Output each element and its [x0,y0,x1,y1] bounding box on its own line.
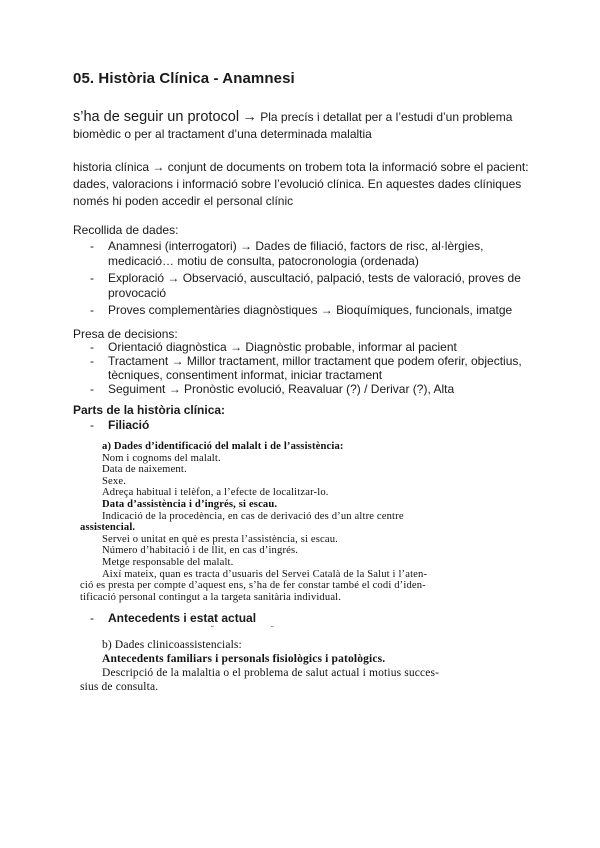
parts-heading: Parts de la història clínica: [73,403,226,417]
dash-bullet: - [90,354,94,368]
scan-line: Sexe. [102,475,126,487]
scan-line: Data d’assistència i d’ingrés, si escau. [102,498,278,510]
scan-line: b) Dades clinicoassistencials: [102,639,242,651]
scan-artifact-mark: ˘ [210,626,215,636]
list-item-text: Tractament → Millor tractament, millor tractament que podem oferir, objectius, tècniques, consentiment informat, iniciar tractament [108,354,522,382]
scan-line: sius de consulta. [80,681,159,693]
scan-line: Data de naixement. [102,464,187,476]
scan-line: a) Dades d’identificació del malalt i de l’assistència: [102,441,344,452]
protocol-paragraph [73,109,533,143]
list-item-text: Orientació diagnòstica → Diagnòstic probable, informar al pacient [108,340,457,354]
dash-bullet: - [90,340,94,354]
filiacio-heading [73,418,149,432]
scan-line: tificació personal contingut a la targeta sanitària individual. [80,591,342,603]
list-item-text: Seguiment → Pronòstic evolució, Reavaluar (?) / Derivar (?), Alta [108,381,455,396]
list-item [73,341,543,355]
scan-line: Així mateix, quan es tracta d’usuaris del Servei Català de la Salut i l’aten- [102,568,428,580]
scan-line: Metge responsable del malalt. [102,556,234,568]
protocol-definition: Pla precís i detallat per a l’estudi d’un problema biomèdic o per al tractament d’una determinada malaltia [73,110,513,141]
dash-bullet: - [90,239,94,253]
presa-list [73,341,543,399]
antecedents-heading [73,611,256,625]
scan-line: assistencial. [80,522,136,534]
filiacio-label: Filiació [108,418,150,432]
list-item [73,271,543,300]
dash-bullet: - [90,303,94,317]
protocol-lead: s’ha de seguir un protocol [73,109,240,125]
scan-line: Adreça habitual i telèfon, a l’efecte de localitzar-lo. [102,487,329,499]
list-item [73,355,543,382]
list-item-text: Exploració → Observació, auscultació, palpació, tests de valoració, proves de provocació [108,271,521,300]
scanned-extract-clinicoassistencials [80,638,439,694]
scan-line: ció es presta per compte d’aquest ens, s’ha de fer constar també el codi d’iden- [80,580,426,592]
scan-artifact-mark: ˘ [270,626,275,636]
arrow-glyph: → [242,109,257,125]
scan-line: Descripció de la malaltia o el problema de salut actual i motius succes- [102,667,440,679]
scan-line: Servei o unitat en què es presta l’assistència, si escau. [102,533,338,545]
list-item-text: Proves complementàries diagnòstiques → Bioquímiques, funcionals, imatge [108,303,513,317]
scan-line: Antecedents familiars i personals fisiològics i patològics. [102,653,386,665]
recollida-list [73,239,543,321]
list-item-text: Anamnesi (interrogatori) → Dades de filiació, factors de risc, al·lèrgies, medicació… motiu de consulta, patocronologia (ordenada) [108,239,484,268]
dash-bullet: - [90,611,94,625]
page-title: 05. Història Clínica - Anamnesi [73,70,295,87]
list-item [73,303,543,318]
dash-bullet: - [90,418,94,432]
list-item [73,239,543,268]
list-item [73,383,543,397]
scan-line: Nom i cognoms del malalt. [102,452,221,464]
historia-paragraph: historia clínica → conjunt de documents on trobem tota la informació sobre el pacient: dades, valoracions i informació sobre l’evolució clínica. En aquestes dades clíniques només hi poden accedir el personal clínic [73,160,529,208]
scan-line: Indicació de la procedència, en cas de derivació des d’un altre centre [102,510,404,522]
scan-line: Número d’habitació i de llit, en cas d’ingrés. [102,545,299,557]
scanned-extract-identificacio [80,441,427,603]
presa-label: Presa de decisions: [73,327,178,341]
dash-bullet: - [90,271,94,285]
recollida-label: Recollida de dades: [73,223,179,237]
antecedents-label: Antecedents i estat actual [108,611,257,625]
dash-bullet: - [90,381,94,396]
